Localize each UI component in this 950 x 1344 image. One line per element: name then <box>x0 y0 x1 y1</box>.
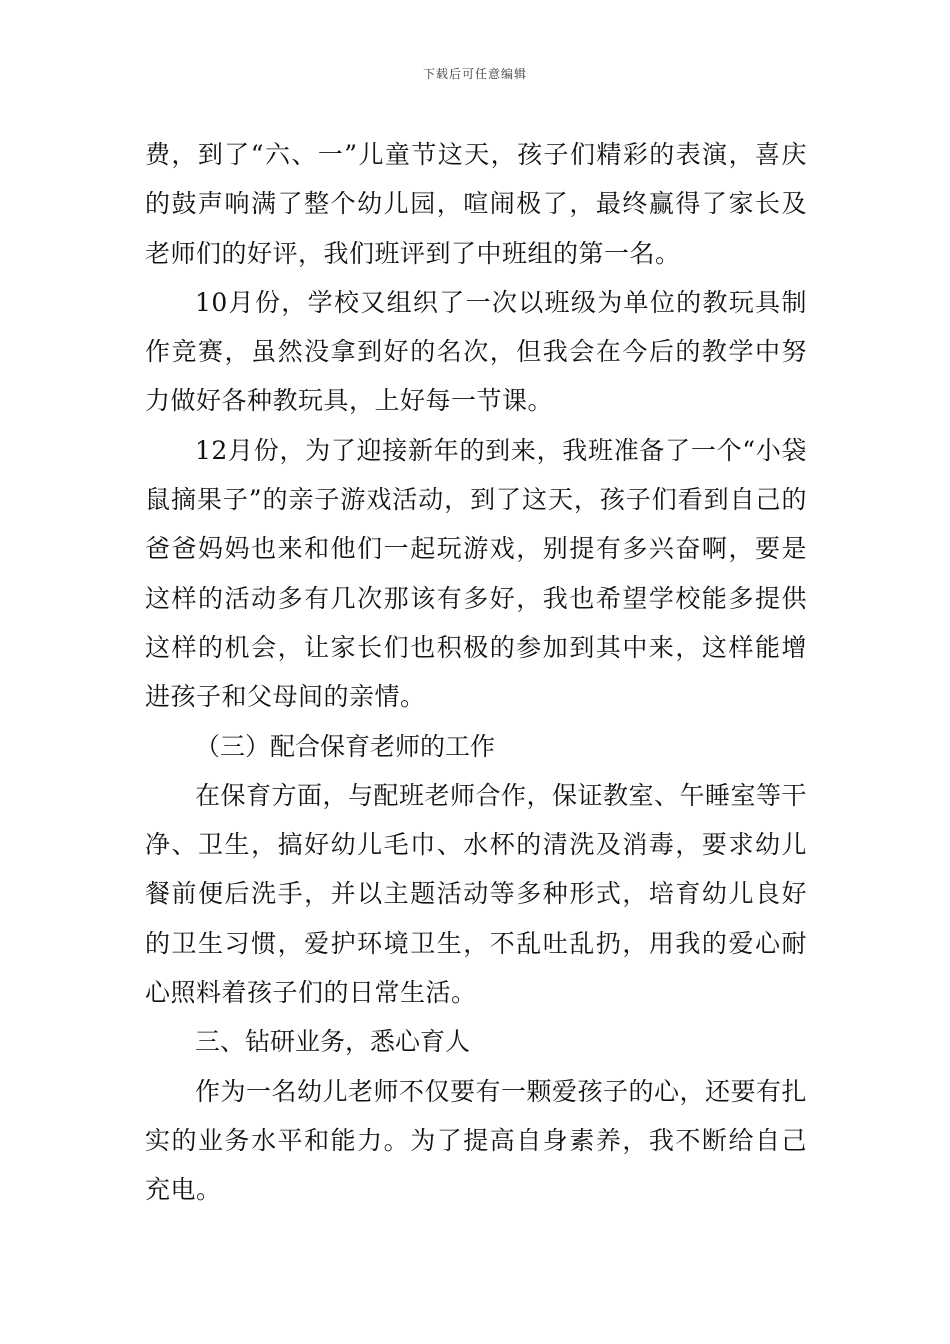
paragraph-study: 作为一名幼儿老师不仅要有一颗爱孩子的心，还要有扎实的业务水平和能力。为了提高自身素养，我不断给自己充电。 <box>145 1076 808 1205</box>
paragraph-nursing: 在保育方面，与配班老师合作，保证教室、午睡室等干净、卫生，搞好幼儿毛巾、水杯的清洗及消毒，要求幼儿餐前便后洗手，并以主题活动等多种形式，培育幼儿良好的卫生习惯，爱护环境卫生，不乱吐乱扔，用我的爱心耐心照料着孩子们的日常生活。 <box>145 780 808 1008</box>
paragraph-continued: 费，到了“六、一”儿童节这天，孩子们精彩的表演，喜庆的鼓声响满了整个幼儿园，喧闹极了，最终赢得了家长及老师们的好评，我们班评到了中班组的第一名。 <box>145 140 807 268</box>
section-heading-study: 三、钻研业务，悉心育人 <box>195 1027 471 1057</box>
header-note: 下载后可任意编辑 <box>422 67 527 81</box>
paragraph-december: 12月份，为了迎接新年的到来，我班准备了一个“小袋鼠摘果子”的亲子游戏活动，到了这天，孩子们看到自己的爸爸妈妈也来和他们一起玩游戏，别提有多兴奋啊，要是这样的活动多有几次那该有多好，我也希望学校能多提供这样的机会，让家长们也积极的参加到其中来，这样能增进孩子和父母间的亲情。 <box>145 435 807 712</box>
paragraph-october: 10月份，学校又组织了一次以班级为单位的教玩具制作竞赛，虽然没拿到好的名次，但我会在今后的教学中努力做好各种教玩具，上好每一节课。 <box>145 287 807 416</box>
document-body <box>145 130 807 1215</box>
section-heading-nursing: （三）配合保育老师的工作 <box>195 731 496 761</box>
